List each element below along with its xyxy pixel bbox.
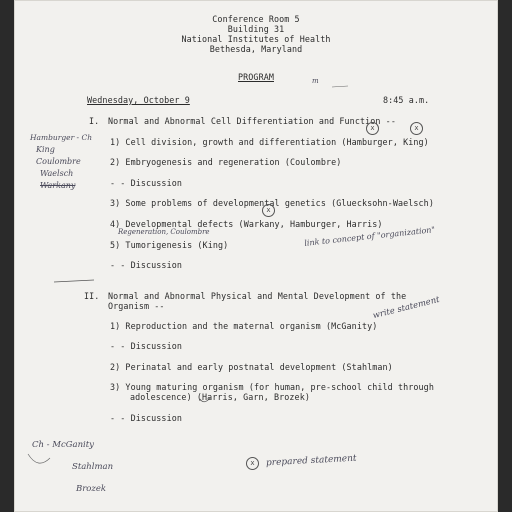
section-title: Normal and Abnormal Cell Differentiation and Function --: [108, 116, 396, 126]
handwritten-name: Coulombre: [36, 157, 81, 166]
document-page: [14, 0, 498, 512]
section-numeral: I.: [89, 116, 100, 126]
agenda-item-cont: adolescence) (Harris, Garn, Brozek): [130, 392, 310, 402]
circle-mark: x: [246, 457, 259, 470]
section-numeral: II.: [84, 291, 100, 301]
circle-mark: x: [262, 204, 275, 217]
discussion-item: - - Discussion: [110, 260, 182, 270]
handwritten-name: Waelsch: [40, 169, 74, 178]
discussion-item: - - Discussion: [110, 341, 182, 351]
discussion-item: - - Discussion: [110, 413, 182, 423]
header-line-2: Building 31: [227, 24, 285, 34]
agenda-item: 5) Tumorigenesis (King): [110, 240, 229, 250]
pen-underline: [54, 280, 94, 282]
handwritten-name: Warkany: [40, 181, 76, 190]
circle-mark: x: [410, 122, 423, 135]
handwritten-note: prepared statement: [265, 453, 357, 469]
handwritten-note: link to concept of "organization": [303, 225, 436, 248]
header-line-4: Bethesda, Maryland: [209, 44, 303, 54]
discussion-item: - - Discussion: [110, 178, 182, 188]
agenda-item: 1) Reproduction and the maternal organism (McGanity): [110, 321, 378, 331]
section-title: Normal and Abnormal Physical and Mental Development of the: [108, 291, 407, 301]
session-day: Wednesday, October 9: [87, 95, 190, 105]
agenda-item: 1) Cell division, growth and differentiation (Hamburger, King): [110, 137, 429, 147]
handwritten-note: Regeneration, Coulombre: [118, 228, 210, 236]
section-title-cont: Organism --: [108, 301, 165, 311]
pen-bracket: [28, 454, 50, 463]
header-line-1: Conference Room 5: [212, 14, 300, 24]
pen-dash: [332, 86, 348, 87]
agenda-item: 4) Developmental defects (Warkany, Hamburger, Harris): [110, 219, 383, 229]
agenda-item: 3) Some problems of developmental genetics (Gluecksohn-Waelsch): [110, 198, 434, 208]
header-line-3: National Institutes of Health: [181, 34, 331, 44]
program-heading: PROGRAM: [238, 72, 274, 82]
agenda-item: 3) Young maturing organism (for human, pre-school child through: [110, 382, 434, 392]
handwritten-name: Ch - McGanity: [32, 440, 94, 450]
session-time: 8:45 a.m.: [383, 95, 430, 105]
handwritten-name: Hamburger - Ch: [30, 133, 93, 142]
handwritten-mark: m: [312, 77, 319, 85]
agenda-item: 2) Embryogenesis and regeneration (Coulombre): [110, 157, 342, 167]
handwritten-note: write statement: [371, 294, 441, 322]
circle-mark: x: [366, 122, 379, 135]
agenda-item: 2) Perinatal and early postnatal development (Stahlman): [110, 362, 393, 372]
handwritten-name: Brozek: [76, 484, 107, 494]
handwritten-name: Stahlman: [72, 462, 114, 472]
handwritten-name: King: [36, 145, 55, 154]
